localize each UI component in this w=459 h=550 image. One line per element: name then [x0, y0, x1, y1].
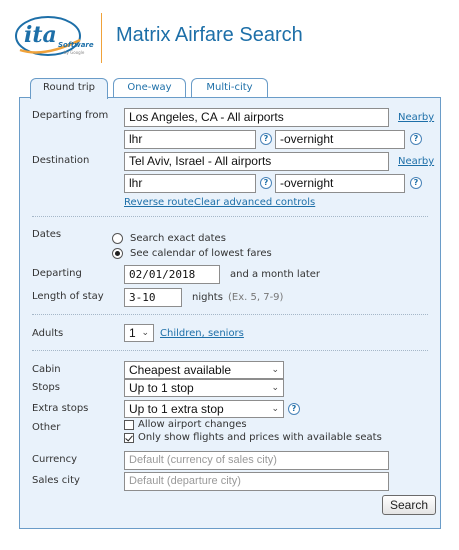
question-circle-icon[interactable]: ?: [260, 133, 272, 145]
available-seats-label: Only show flights and prices with available seats: [138, 432, 382, 443]
allow-airport-changes-checkbox[interactable]: [124, 420, 134, 430]
sales-city-input[interactable]: Default (departure city): [124, 472, 389, 491]
length-of-stay-input[interactable]: 3-10: [124, 288, 182, 307]
departing-date-input[interactable]: 02/01/2018: [124, 265, 220, 284]
clear-advanced-link[interactable]: Clear advanced controls: [194, 197, 316, 208]
cabin-select[interactable]: [124, 361, 284, 379]
departing-nearby-link[interactable]: Nearby: [398, 112, 435, 123]
tab-one-way[interactable]: One-way: [113, 78, 186, 98]
stops-value: Up to 1 stop: [129, 381, 194, 395]
exact-dates-radio[interactable]: [112, 233, 123, 244]
other-label: Other: [32, 422, 61, 433]
chevron-down-icon: ⌄: [271, 403, 279, 413]
page-title: Matrix Airfare Search: [116, 24, 303, 46]
logo-subtext: Software: [58, 41, 94, 49]
question-circle-icon[interactable]: ?: [410, 133, 422, 145]
departing-from-input[interactable]: Los Angeles, CA - All airports: [124, 108, 389, 127]
stops-select[interactable]: [124, 379, 284, 397]
logo-text: ita: [24, 22, 57, 48]
departing-from-label: Departing from: [32, 110, 109, 121]
chevron-down-icon: ⌄: [271, 364, 279, 374]
extra-stops-select[interactable]: [124, 400, 284, 418]
tab-round-trip[interactable]: Round trip: [30, 78, 108, 99]
section-divider: [32, 216, 428, 217]
tab-multi-city[interactable]: Multi-city: [191, 78, 268, 98]
currency-input[interactable]: Default (currency of sales city): [124, 451, 389, 470]
departing-code-input[interactable]: lhr: [124, 130, 256, 149]
calendar-radio[interactable]: [112, 248, 123, 259]
length-of-stay-hint: (Ex. 5, 7-9): [228, 292, 284, 303]
cabin-value: Cheapest available: [129, 363, 232, 377]
chevron-down-icon: ⌄: [141, 327, 149, 337]
currency-label: Currency: [32, 454, 78, 465]
allow-airport-changes-label: Allow airport changes: [138, 419, 247, 430]
question-circle-icon[interactable]: ?: [288, 403, 300, 415]
adults-label: Adults: [32, 328, 64, 339]
question-circle-icon[interactable]: ?: [410, 177, 422, 189]
exact-dates-label: Search exact dates: [130, 233, 226, 244]
search-button[interactable]: Search: [382, 495, 436, 515]
question-circle-icon[interactable]: ?: [260, 177, 272, 189]
section-divider: [32, 314, 428, 315]
destination-label: Destination: [32, 155, 90, 166]
departing-extra-input[interactable]: -overnight: [275, 130, 405, 149]
dates-label: Dates: [32, 229, 62, 240]
cabin-label: Cabin: [32, 364, 61, 375]
adults-value: 1: [129, 326, 136, 340]
ita-software-logo: [14, 14, 94, 60]
section-divider: [32, 350, 428, 351]
destination-nearby-link[interactable]: Nearby: [398, 156, 435, 167]
departing-label: Departing: [32, 268, 82, 279]
header-divider: [101, 13, 102, 63]
reverse-route-link[interactable]: Reverse route: [124, 197, 194, 208]
sales-city-label: Sales city: [32, 475, 80, 486]
stops-label: Stops: [32, 382, 60, 393]
chevron-down-icon: ⌄: [271, 382, 279, 392]
logo-by-text: by Google: [64, 50, 85, 55]
calendar-label: See calendar of lowest fares: [130, 248, 272, 259]
adults-select[interactable]: [124, 324, 154, 342]
search-form-panel: [19, 97, 441, 529]
available-seats-checkbox[interactable]: [124, 433, 134, 443]
destination-input[interactable]: Tel Aviv, Israel - All airports: [124, 152, 389, 171]
length-of-stay-label: Length of stay: [32, 291, 104, 302]
departing-suffix: and a month later: [230, 269, 321, 280]
destination-code-input[interactable]: lhr: [124, 174, 256, 193]
extra-stops-label: Extra stops: [32, 403, 89, 414]
nights-label: nights: [192, 292, 223, 303]
extra-stops-value: Up to 1 extra stop: [129, 402, 224, 416]
destination-extra-input[interactable]: -overnight: [275, 174, 405, 193]
children-seniors-link[interactable]: Children, seniors: [160, 328, 244, 339]
